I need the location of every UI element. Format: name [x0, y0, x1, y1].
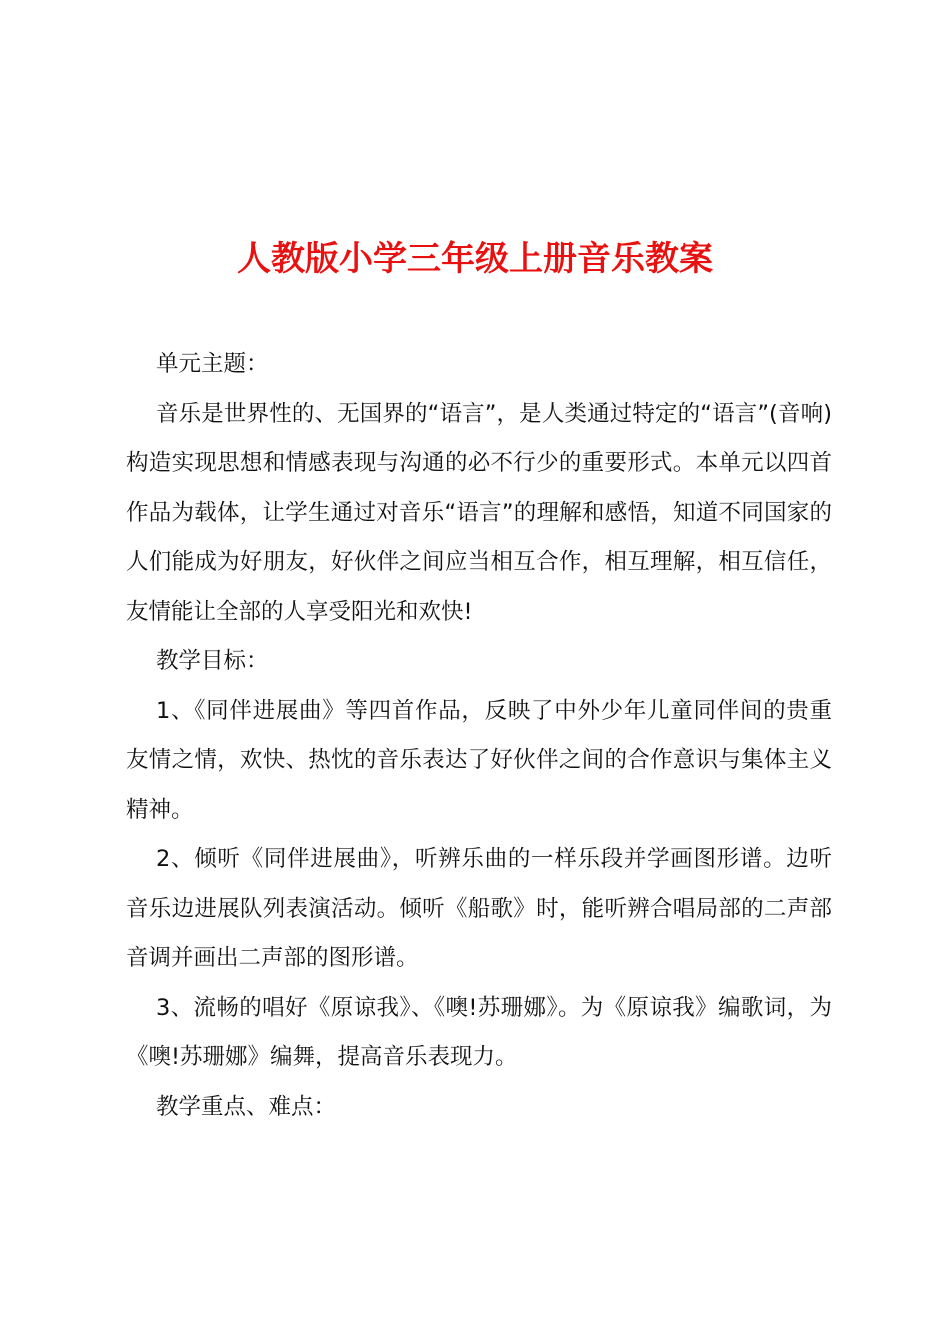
document-body: [126, 340, 832, 1132]
paragraph-unit-theme: 音乐是世界性的、无国界的“语言”，是人类通过特定的“语言”(音响)构造实现思想和情感表现与沟通的必不行少的重要形式。本单元以四首作品为载体，让学生通过对音乐“语言”的理解和感悟，知道不同国家的人们能成为好朋友，好伙伴之间应当相互合作，相互理解，相互信任，友情能让全部的人享受阳光和欢快!: [126, 400, 832, 625]
paragraph-key-points-heading: 教学重点、难点：: [156, 1093, 337, 1120]
paragraph-goal-2: 2、倾听《同伴进展曲》，听辨乐曲的一样乐段并学画图形谱。边听音乐边进展队列表演活动。倾听《船歌》时，能听辨合唱局部的二声部音调并画出二声部的图形谱。: [126, 846, 832, 971]
paragraph-goal-1: 1、《同伴进展曲》等四首作品，反映了中外少年儿童同伴间的贵重友情之情，欢快、热忱的音乐表达了好伙伴之间的合作意识与集体主义精神。: [126, 697, 832, 823]
document-title: 人教版小学三年级上册音乐教案: [237, 238, 713, 279]
paragraph-unit-theme-heading: 单元主题：: [156, 351, 269, 377]
paragraph-teaching-goals-heading: 教学目标：: [156, 648, 269, 674]
paragraph-goal-3: 3、流畅的唱好《原谅我》、《噢!苏珊娜》。为《原谅我》编歌词，为《噢!苏珊娜》编舞，提高音乐表现力。: [126, 994, 832, 1070]
